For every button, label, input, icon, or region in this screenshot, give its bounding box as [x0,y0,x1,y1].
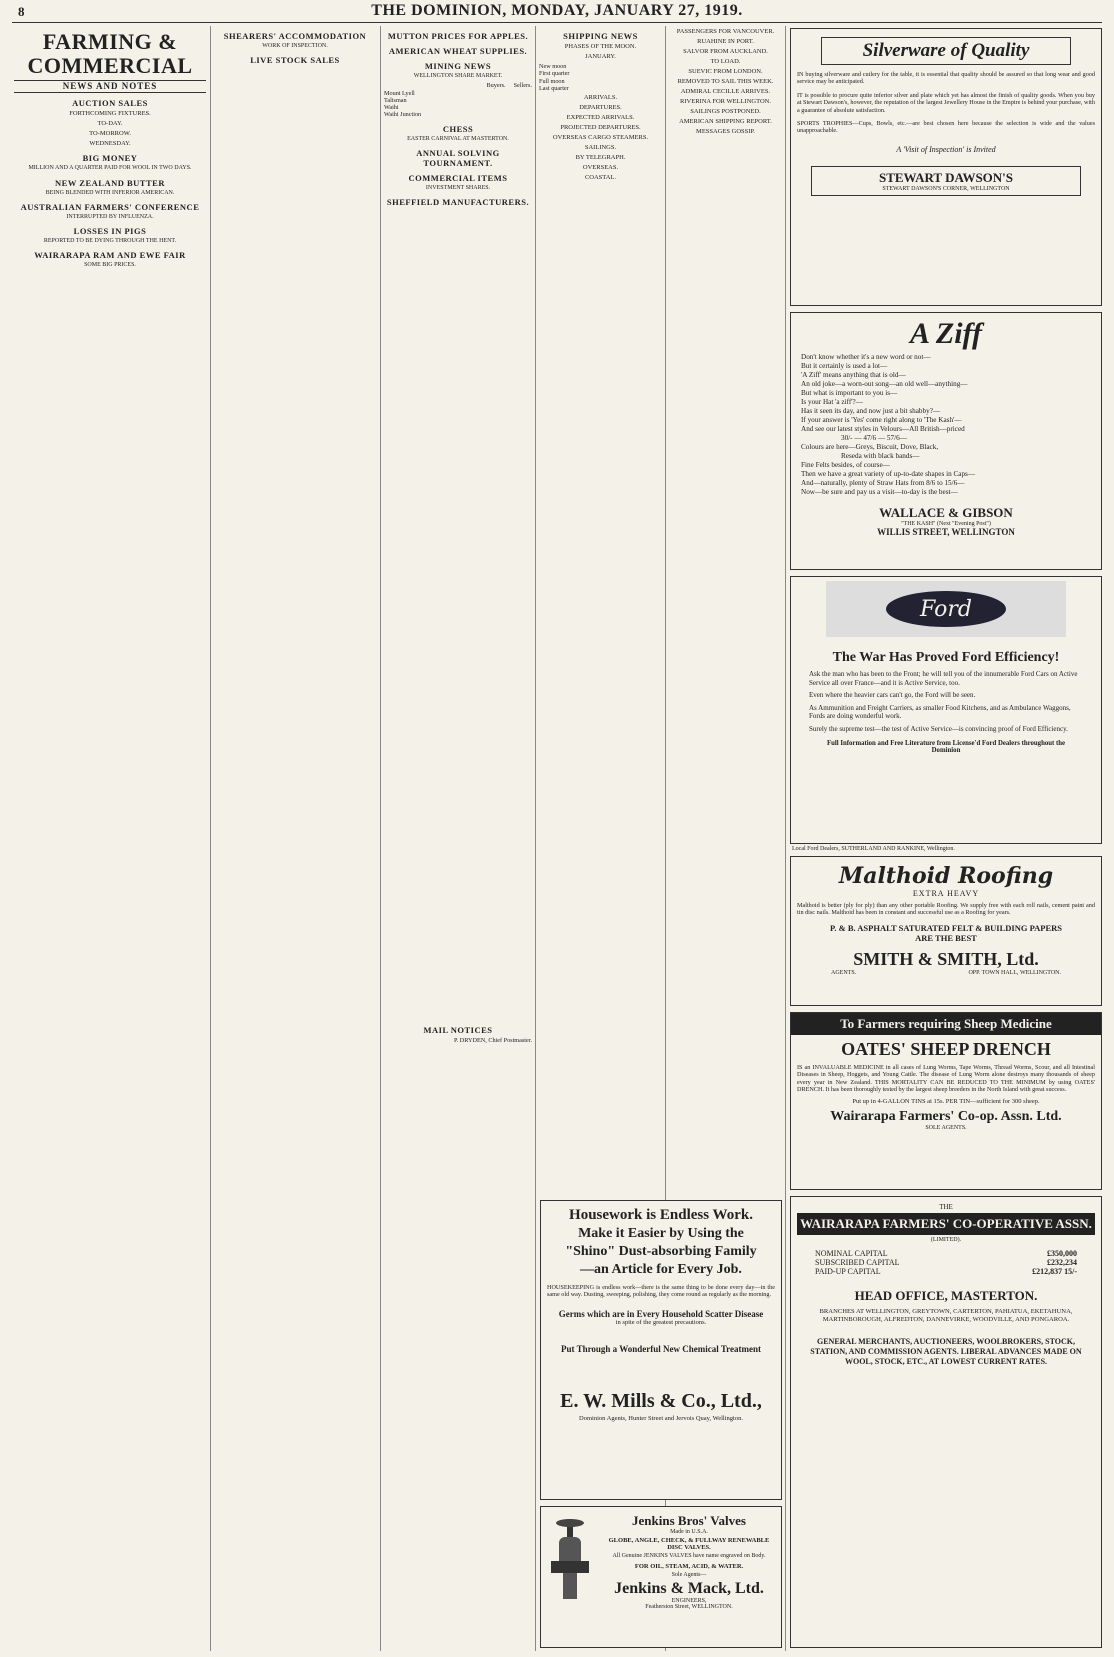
article-subheading: PASSENGERS FOR VANCOUVER. [676,28,775,35]
malthoid-agents: AGENTS. [831,969,857,976]
oates-firm: Wairarapa Farmers' Co-op. Assn. Ltd. [830,1108,1062,1124]
ford-item: Even where the heavier cars can't go, the Ford will be seen. [809,691,976,700]
article-subheading: WEDNESDAY. [89,140,131,148]
ziff-line: Colours are here—Greys, Biscuit, Dove, Black, [801,443,939,451]
ziff-line: And see our latest styles in Velours—All British—priced [801,425,965,433]
shino-firm-sub: Dominion Agents, Hunter Street and Jervois Quay, Wellington. [579,1414,743,1422]
article-heading: WAIRARAPA RAM AND EWE FAIR [34,250,186,261]
article-subheading: BY TELEGRAPH. [575,154,626,162]
article-dek: INVESTMENT SHARES. [425,185,491,192]
article-subheading: TO-MORROW. [89,130,131,138]
column-rule [210,26,211,1651]
ziff-line: 30/- — 47/6 — 57/6— [841,434,907,442]
column-shearers [214,26,376,1651]
ziff-line: An old joke—a worn-out song—an old well—anything— [801,380,968,388]
ad-silverware [790,28,1102,306]
ford-footer: Full Information and Free Literature from License'd Ford Dealers throughout the Dominion [826,739,1066,754]
mail-signoff: P. DRYDEN, Chief Postmaster. [453,1037,532,1044]
malthoid-body: Malthoid is better (ply for ply) than any other portable Roofing. We supply free with each roll nails, cement paint and tin disc nails. Malthoid has been in constant and successful use as a Roofing for years. [797,902,1095,917]
oates-bar: To Farmers requiring Sheep Medicine [791,1013,1101,1035]
capital-label: SUBSCRIBED CAPITAL [815,1258,900,1267]
article-dek: WORK OF INSPECTION. [262,43,328,49]
oates-agents: SOLE AGENTS. [925,1124,967,1131]
capital-row [815,1258,1077,1267]
article-heading: AUSTRALIAN FARMERS' CONFERENCE [20,201,200,212]
ad-jenkins [540,1506,782,1648]
shino-title-3: "Shino" Dust-absorbing Family [565,1244,757,1259]
article-subheading: RIVERINA FOR WELLINGTON. [680,98,771,105]
masthead [12,2,1102,23]
ziff-line: Reseda with black bands— [841,452,920,460]
ford-brand: Ford [920,597,972,622]
article-subheading: SALVOR FROM AUCKLAND. [683,48,768,55]
section-subbanner: NEWS AND NOTES [14,80,206,93]
article-dek: SOME BIG PRICES. [84,262,136,269]
article-dek: BEING BLENDED WITH INFERIOR AMERICAN. [45,189,175,196]
masthead-title: THE DOMINION, MONDAY, JANUARY 27, 1919. [371,2,743,19]
article-subheading: OVERSEAS. [582,164,619,172]
moon-row: Full moon [539,77,565,85]
ziff-title: A Ziff [910,317,982,350]
article-subheading: COASTAL. [584,174,617,182]
shino-firm: E. W. Mills & Co., Ltd., [560,1389,762,1412]
article-heading: MINING NEWS [424,61,492,71]
article-heading: MUTTON PRICES FOR APPLES. [387,31,529,41]
ad-wfca [790,1196,1102,1648]
ziff-line: Don't know whether it's a new word or not— [801,353,931,361]
article-subheading: SUEVIC FROM LONDON. [688,68,763,75]
article-subheading: SAILINGS POSTPONED. [690,108,761,115]
article-heading: SHEFFIELD MANUFACTURERS. [386,197,530,208]
article-heading: NEW ZEALAND BUTTER [55,177,165,188]
malthoid-sub: EXTRA HEAVY [912,889,980,898]
ziff-firm: WALLACE & GIBSON [879,505,1013,520]
moon-row: Last quarter [539,84,569,92]
article-heading: AUCTION SALES [72,98,148,109]
ford-title: The War Has Proved Ford Efficiency! [832,650,1060,665]
malthoid-felt: P. & B. ASPHALT SATURATED FELT & BUILDING PAPERS ARE THE BEST [829,922,1063,943]
article-subheading: JANUARY. [585,53,616,60]
jenkins-addr: Featherston Street, WELLINGTON. [645,1604,733,1610]
article-dek: INTERRUPTED BY INFLUENZA. [66,213,154,220]
shino-put: Put Through a Wonderful New Chemical Treatment [560,1343,761,1354]
car-icon [826,581,1066,637]
ad-oates [790,1012,1102,1190]
mining-row: Waihi [384,104,399,112]
ford-item: Surely the supreme test—the test of Active Service—is convincing proof of Ford Efficiency. [809,724,1068,733]
column-shipping-2 [669,26,782,1196]
ford-item: As Ammunition and Freight Carriers, as smaller Food Kitchens, and as Ambulance Waggons, Fords are doing wonderful work. [809,703,1071,721]
silverware-tagline: A 'Visit of Inspection' is Invited [896,144,996,154]
ziff-firm-addr: WILLIS STREET, WELLINGTON [877,527,1015,537]
column-rule [785,26,786,1651]
column-rule [535,26,536,1651]
ziff-firm-sub: "THE KASH" (Next "Evening Post") [901,521,991,527]
ziff-line: Is your Hat 'a ziff'?— [801,398,863,406]
shino-title-1: Housework is Endless Work. [569,1207,753,1223]
wfca-limited: (LIMITED). [930,1237,962,1243]
oates-title: OATES' SHEEP DRENCH [841,1039,1051,1059]
capital-row [815,1267,1077,1276]
article-heading: BIG MONEY [82,153,138,164]
wfca-title: WAIRARAPA FARMERS' CO-OPERATIVE ASSN. [797,1213,1095,1235]
column-rule [380,26,381,1651]
article-subheading: ADMIRAL CECILLE ARRIVES. [680,88,771,95]
jenkins-uses: FOR OIL, STEAM, ACID, & WATER. [634,1563,744,1570]
jenkins-made: Made in U.S.A. [670,1529,708,1535]
capital-row [815,1249,1077,1258]
moon-row: First quarter [539,70,570,78]
mining-col-buyers: Buyers. [486,82,506,90]
article-subheading: PHASES OF THE MOON. [564,43,637,50]
shino-title-2: Make it Easier by Using the [578,1226,744,1241]
ziff-line: Has it seen its day, and now just a bit shabby?— [801,407,941,415]
shino-spite: in spite of the greatest precautions. [615,1318,707,1326]
capital-value: £350,000 [1047,1249,1077,1258]
wfca-branches: BRANCHES AT WELLINGTON, GREYTOWN, CARTERTON, PAHIATUA, EKETAHUNA, MARTINBOROUGH, ALFREDTON, DANNEVIRKE, WOODVILLE, AND PONGAROA. [819,1308,1073,1324]
oates-body: IS an INVALUABLE MEDICINE in all cases of Lung Worms, Tape Worms, Thread Worms, Scour, and all Intestinal Diseases in Sheep, Hoggets, and Young Cattle. The disease of Lung Worm alone destroys many thousands of sheep every year in New Zealand. THIS MORTALITY CAN BE REDUCED TO THE MINIMUM by using OATES' DRENCH. It has been thoroughly tested by the largest sheep breeders in the North Island with great success. [797,1064,1095,1094]
section-banner: FARMING & COMMERCIAL [27,29,193,78]
valve-icon [549,1517,591,1602]
jenkins-types: GLOBE, ANGLE, CHECK, & FULLWAY RENEWABLE DISC VALVES. [608,1537,770,1551]
capital-value: £232,234 [1047,1258,1077,1267]
capital-label: PAID-UP CAPITAL [815,1267,881,1276]
article-heading: SHEARERS' ACCOMMODATION [223,31,367,41]
jenkins-title: Jenkins Bros' Valves [632,1513,746,1528]
silverware-p2: IT is possible to procure quite inferior silver and plate which yet has almost the finish of quality goods. When you buy at Stewart Dawson's, however, the reputation of the largest Jewellery House in the Empire is behind your purchase, with a guarantee of absolute satisfaction. [797,91,1095,114]
jenkins-firm: Jenkins & Mack, Ltd. [614,1580,764,1597]
wfca-head: HEAD OFFICE, MASTERTON. [854,1288,1038,1303]
article-subheading: ARRIVALS. [583,94,618,102]
article-heading: ANNUAL SOLVING TOURNAMENT. [416,148,500,169]
moon-row: New moon [539,63,567,70]
ziff-line: But it certainly is used a lot— [801,362,888,370]
oates-price: Put up in 4-GALLON TINS at 15s. PER TIN—sufficient for 300 sheep. [852,1097,1040,1105]
column-farming [14,26,206,1651]
article-dek: WELLINGTON SHARE MARKET. [413,73,503,79]
article-subheading: SAILINGS. [584,144,617,152]
mining-row: Talisman [384,96,407,104]
article-subheading: TO LOAD. [710,58,741,65]
article-subheading: REMOVED TO SAIL THIS WEEK. [677,78,774,85]
mining-col-sellers: Sellers. [513,82,532,90]
article-subheading: OVERSEAS CARGO STEAMERS. [552,134,649,142]
shino-title-4: —an Article for Every Job. [580,1262,742,1277]
article-subheading: MESSAGES GOSSIP. [696,128,755,135]
ad-malthoid [790,856,1102,1006]
column-mail [384,1020,532,1640]
page-number: 8 [18,4,25,19]
article-subheading: EXPECTED ARRIVALS. [566,114,635,122]
article-dek: EASTER CARNIVAL AT MASTERTON. [407,135,509,142]
ad-ziff [790,312,1102,570]
mining-row: Mount Lyell [384,89,415,97]
shino-text: HOUSEKEEPING is endless work—there is the same thing to be done every day—in the same old way. Dusting, sweeping, polishing, they come round as regularly as the morning. [547,1284,775,1299]
article-heading: LIVE STOCK SALES [250,55,340,66]
article-subheading: PROJECTED DEPARTURES. [560,124,641,132]
ziff-line: Then we have a great variety of up-to-date shapes in Caps— [801,470,976,478]
article-heading: LOSSES IN PIGS [73,226,147,237]
ziff-line: And—naturally, plenty of Straw Hats from 8/6 to 15/6— [801,479,965,487]
ziff-line: Fine Felts besides, of course— [801,461,890,469]
article-heading: COMMERCIAL ITEMS [408,173,508,184]
silverware-firm: STEWART DAWSON'S [878,169,1014,185]
article-subheading: AMERICAN SHIPPING REPORT. [679,118,772,125]
silverware-firm-sub: STEWART DAWSON'S CORNER, WELLINGTON [882,185,1010,192]
article-subheading: TO-DAY. [97,120,123,128]
article-dek: MILLION AND A QUARTER PAID FOR WOOL IN TWO DAYS. [28,165,192,172]
silverware-p3: SPORTS TROPHIES—Cups, Bowls, etc.—are best chosen here because the selection is wide and the values unapproachable. [797,120,1095,135]
mining-table-header [384,82,532,89]
article-subheading: FORTHCOMING FIXTURES. [69,110,151,118]
silverware-p1: IN buying silverware and cutlery for the table, it is essential that quality should be assured so that long wear and good service may be anticipated. [797,71,1095,86]
jenkins-genuine: All Genuine JENKINS VALVES have name engraved on Body. [612,1553,766,1559]
jenkins-engineers: ENGINEERS, [671,1598,707,1604]
article-heading: CHESS [442,123,474,134]
silverware-title: Silverware of Quality [862,40,1030,61]
wfca-the: THE [939,1203,953,1211]
jenkins-agents: Sole Agents— [671,1572,707,1578]
article-subheading: DEPARTURES. [579,104,622,112]
ad-shino [540,1200,782,1500]
ziff-line: Now—be sure and pay us a visit—to-day is the best— [801,488,958,496]
article-heading: MAIL NOTICES [423,1025,493,1035]
malthoid-title: Malthoid Roofing [838,863,1054,889]
ad-ford [790,576,1102,844]
article-dek: REPORTED TO BE DYING THROUGH THE HENT. [43,238,177,245]
ziff-line: If your answer is 'Yes' come right along to 'The Kash'— [801,416,962,424]
ziff-line: But what is important to you is— [801,389,898,397]
article-subheading: RUAHINE IN PORT. [697,38,754,45]
capital-label: NOMINAL CAPITAL [815,1249,888,1258]
article-heading: AMERICAN WHEAT SUPPLIES. [388,46,528,56]
mining-row: Waihi Junction [384,111,422,119]
article-heading: SHIPPING NEWS [563,31,638,41]
ford-dealers: Local Ford Dealers, SUTHERLAND AND RANKINE, Wellington. [792,846,955,852]
malthoid-firm: SMITH & SMITH, Ltd. [853,948,1039,969]
capital-value: £212,837 15/- [1032,1267,1077,1276]
malthoid-addr: OPP. TOWN HALL, WELLINGTON. [968,969,1061,976]
ziff-line: 'A Ziff' means anything that is old— [801,371,906,379]
shino-germs: Germs which are in Every Household Scatter Disease [558,1308,764,1319]
wfca-merchants: GENERAL MERCHANTS, AUCTIONEERS, WOOLBROKERS, STOCK, STATION, AND COMMISSION AGENTS. LIBERAL ADVANCES MADE ON WOOL, STOCK, ETC., AT LOWEST CURRENT RATES. [810,1336,1082,1366]
ford-item: Ask the man who has been to the Front; he will tell you of the innumerable Ford Cars on Active Service all over France—and it is Active Service, too. [809,670,1078,687]
